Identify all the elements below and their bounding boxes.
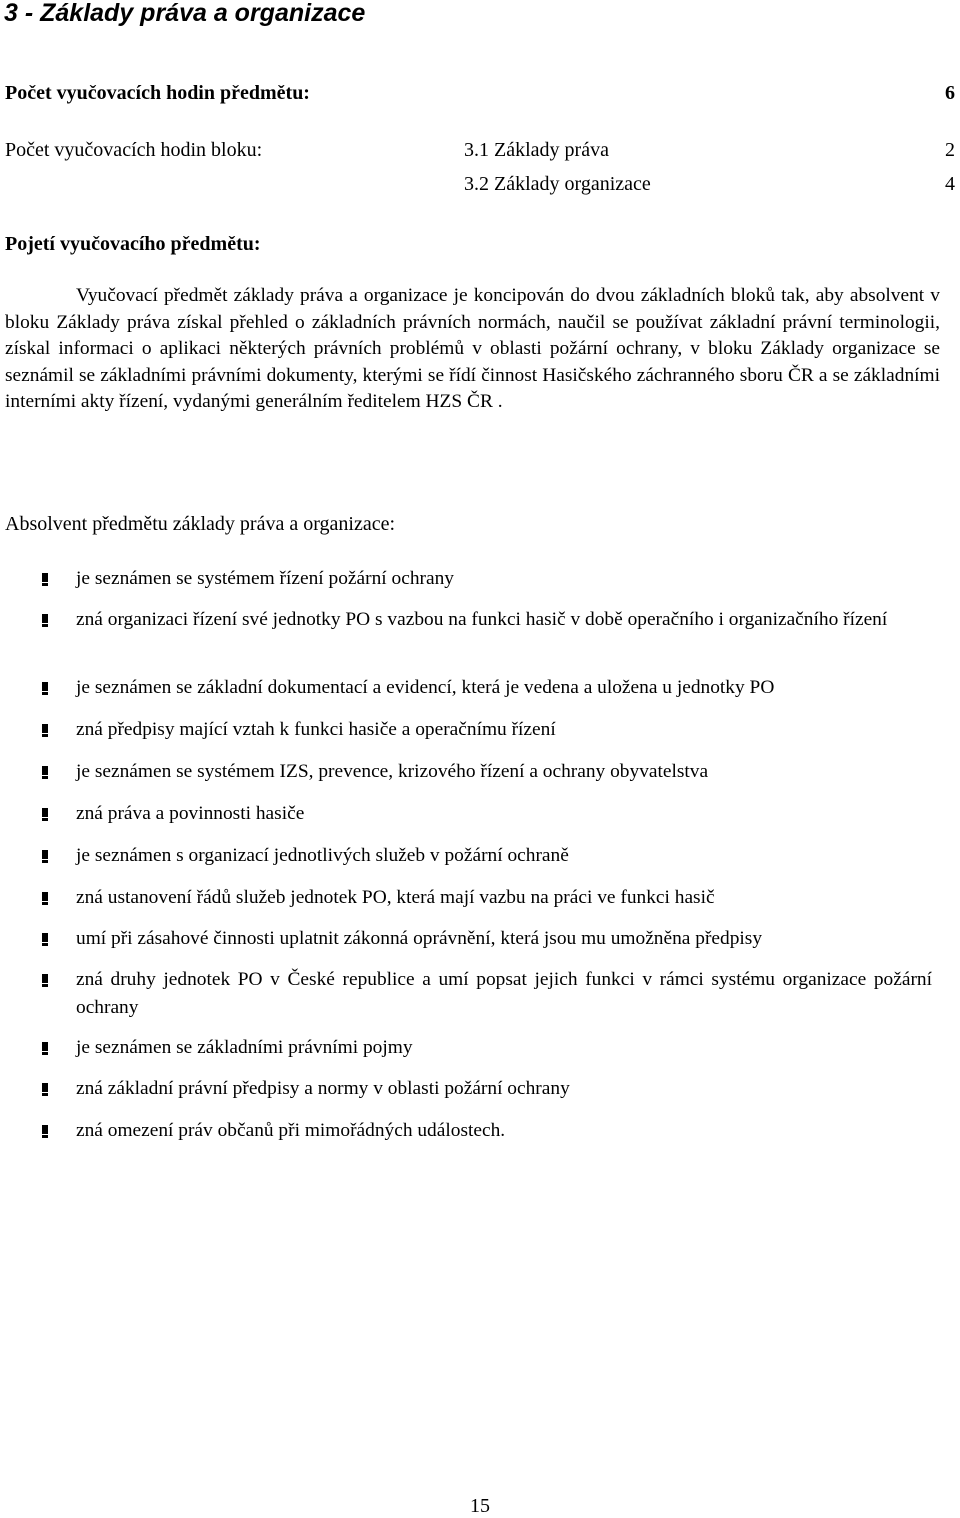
bullet-icon [41,850,49,863]
bullet-icon [41,614,49,627]
concept-text: Vyučovací předmět základy práva a organizace je koncipován do dvou základních bloků tak, aby absolvent v bloku Základy práva získal přehled o základních právních normách, naučil se používat základní právní terminologii, získal informaci o aplikaci některých právních problémů v oblasti požární ochrany, v bloku Základy organizace se seznámil se základními právními dokumenty, kterými se řídí činnost Hasičského záchranného sboru ČR a se základními interními akty řízení, vydanými generálním ředitelem HZS ČR . [5,285,940,413]
bullet-icon [41,682,49,695]
bullet-icon [41,573,49,586]
bullet-icon [41,1125,49,1138]
list-item-text: zná organizaci řízení své jednotky PO s vazbou na funkci hasič v době operačního i organizačního řízení [76,609,888,630]
list-item-text: je seznámen s organizací jednotlivých služeb v požární ochraně [76,845,569,866]
concept-heading: Pojetí vyučovacího předmětu: [5,233,261,255]
list-item-text: zná ustanovení řádů služeb jednotek PO, která mají vazbu na práci ve funkci hasič [76,887,715,908]
graduate-heading: Absolvent předmětu základy práva a organizace: [5,513,396,535]
block-hours-1: 2 [945,139,955,161]
list-item-text: zná základní právní předpisy a normy v oblasti požární ochrany [76,1078,570,1099]
bullet-icon [41,808,49,821]
block-name-1: 3.1 Základy práva [464,139,609,161]
block-name-2: 3.2 Základy organizace [464,173,651,195]
bullet-icon [41,974,49,987]
bullet-icon [41,933,49,946]
total-hours-value: 6 [945,82,955,104]
list-item-text: je seznámen se základními právními pojmy [76,1037,413,1058]
bullet-icon [41,766,49,779]
bullet-icon [41,724,49,737]
block-hours-2: 4 [945,173,955,195]
bullet-icon [41,1083,49,1096]
concept-paragraph [5,283,940,416]
list-item-text: zná předpisy mající vztah k funkci hasiče a operačnímu řízení [76,719,556,740]
bullet-icon [41,892,49,905]
list-item-text: zná omezení práv občanů při mimořádných událostech. [76,1120,506,1141]
list-item-text: je seznámen se základní dokumentací a evidencí, která je vedena a uložena u jednotky PO [76,677,775,698]
bullet-icon [41,1042,49,1055]
list-item-text: umí při zásahové činnosti uplatnit zákonná oprávnění, která jsou mu umožněna předpisy [76,928,763,949]
page-title: 3 - Základy práva a organizace [4,0,366,27]
list-item-text: zná druhy jednotek PO v České republice a umí popsat jejich funkci v rámci systému organizace požární ochrany [76,969,932,1018]
page-number: 15 [470,1495,490,1517]
block-hours-label: Počet vyučovacích hodin bloku: [5,139,263,161]
list-item-text: je seznámen se systémem IZS, prevence, krizového řízení a ochrany obyvatelstva [76,761,709,782]
total-hours-label: Počet vyučovacích hodin předmětu: [5,82,310,104]
list-item-text: zná práva a povinnosti hasiče [76,803,305,824]
list-item-text: je seznámen se systémem řízení požární ochrany [76,568,454,589]
